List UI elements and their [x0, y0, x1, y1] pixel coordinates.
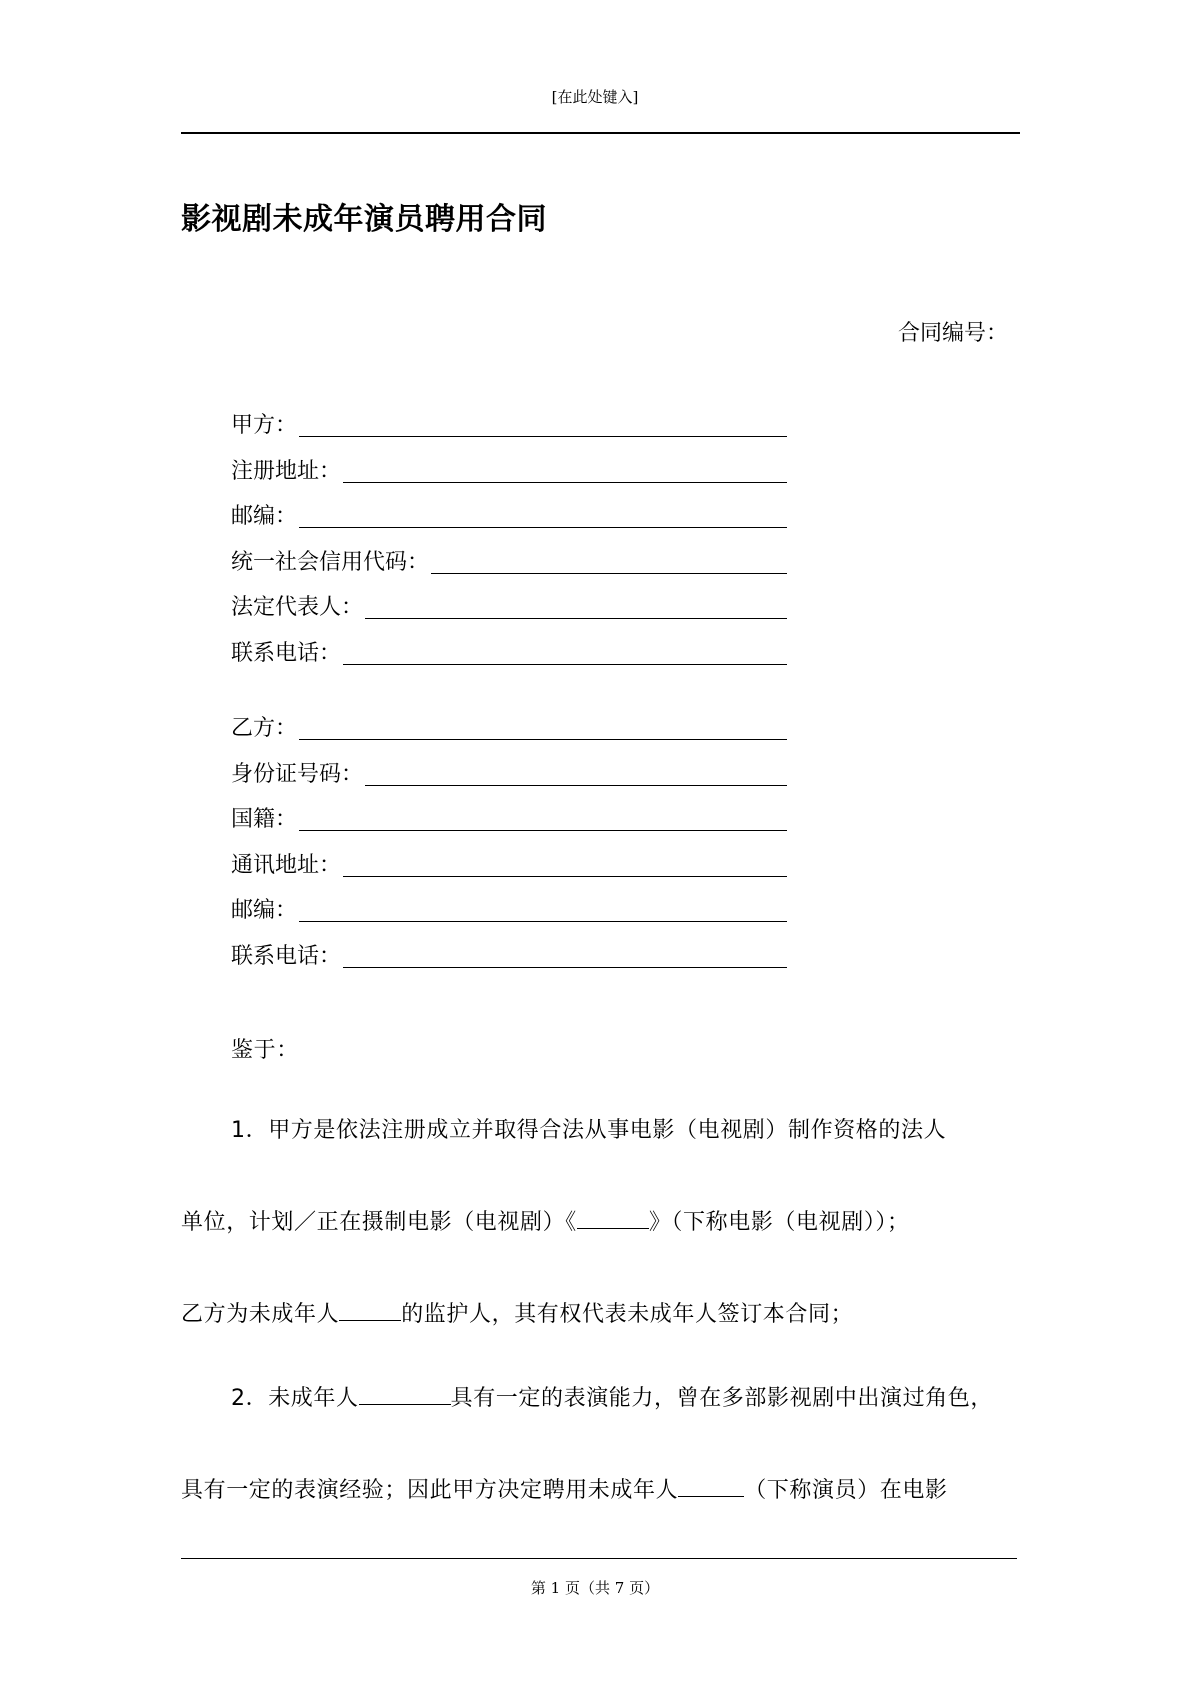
- text-segment: 单位，计划／正在摄制电影（电视剧）《: [181, 1210, 577, 1235]
- document-title: 影视剧未成年演员聘用合同: [181, 202, 547, 237]
- fill-line: [365, 785, 787, 786]
- field-label: 法定代表人：: [231, 595, 364, 620]
- field-label: 邮编：: [231, 898, 298, 923]
- text-segment: 2．未成年人: [231, 1386, 359, 1411]
- fill-line: [299, 830, 787, 831]
- party-b-nationality-field: [231, 804, 787, 834]
- field-label: 身份证号码：: [231, 762, 364, 787]
- text-segment: 具有一定的表演经验；因此甲方决定聘用未成年人: [181, 1478, 679, 1503]
- fill-line: [299, 527, 787, 528]
- blank-line: [577, 1206, 649, 1229]
- page-footer: 第 1 页（共 7 页）: [530, 1579, 660, 1597]
- blank-line: [678, 1474, 744, 1497]
- blank-line: [339, 1298, 401, 1321]
- fill-line: [431, 573, 787, 574]
- party-a-legal-rep-field: [231, 592, 787, 622]
- fill-line: [343, 876, 787, 877]
- party-a-postcode-field: [231, 501, 787, 531]
- party-b-phone-field: [231, 941, 787, 971]
- text-segment: 乙方为未成年人: [181, 1302, 340, 1327]
- header-rule: [181, 132, 1020, 134]
- fill-line: [299, 436, 787, 437]
- field-label: 注册地址：: [231, 459, 342, 484]
- party-a-address-field: [231, 456, 787, 486]
- text-segment: 》（下称电影（电视剧））；: [648, 1210, 910, 1235]
- field-label: 联系电话：: [231, 641, 342, 666]
- field-label: 统一社会信用代码：: [231, 550, 430, 575]
- page-header: [在此处键入]: [551, 88, 639, 106]
- field-label: 邮编：: [231, 504, 298, 529]
- paragraph-2-line-1: [231, 1381, 993, 1412]
- field-label: 通讯地址：: [231, 853, 342, 878]
- party-b-address-field: [231, 850, 787, 880]
- party-b-id-field: [231, 759, 787, 789]
- contract-number-label: 合同编号：: [898, 321, 1009, 346]
- paragraph-1-line-1: 1．甲方是依法注册成立并取得合法从事电影（电视剧）制作资格的法人: [231, 1118, 947, 1143]
- whereas-heading: 鉴于：: [231, 1038, 299, 1063]
- field-label: 联系电话：: [231, 944, 342, 969]
- fill-line: [343, 482, 787, 483]
- fill-line: [299, 739, 787, 740]
- paragraph-1-line-2: [181, 1205, 910, 1236]
- fill-line: [343, 664, 787, 665]
- field-label: 乙方：: [231, 716, 298, 741]
- field-label: 国籍：: [231, 807, 298, 832]
- blank-line: [359, 1382, 451, 1405]
- text-segment: 的监护人，其有权代表未成年人签订本合同；: [401, 1302, 854, 1327]
- party-a-credit-code-field: [231, 547, 787, 577]
- fill-line: [365, 618, 787, 619]
- party-a-name-field: [231, 410, 787, 440]
- text-segment: （下称演员）在电影: [744, 1478, 948, 1503]
- paragraph-1-line-3: [181, 1297, 853, 1328]
- party-b-name-field: [231, 713, 787, 743]
- fill-line: [343, 967, 787, 968]
- field-label: 甲方：: [231, 413, 298, 438]
- paragraph-2-line-2: [181, 1473, 948, 1504]
- fill-line: [299, 921, 787, 922]
- footer-rule: [181, 1558, 1017, 1559]
- text-segment: 具有一定的表演能力，曾在多部影视剧中出演过角色，: [450, 1386, 994, 1411]
- party-a-phone-field: [231, 638, 787, 668]
- party-b-postcode-field: [231, 895, 787, 925]
